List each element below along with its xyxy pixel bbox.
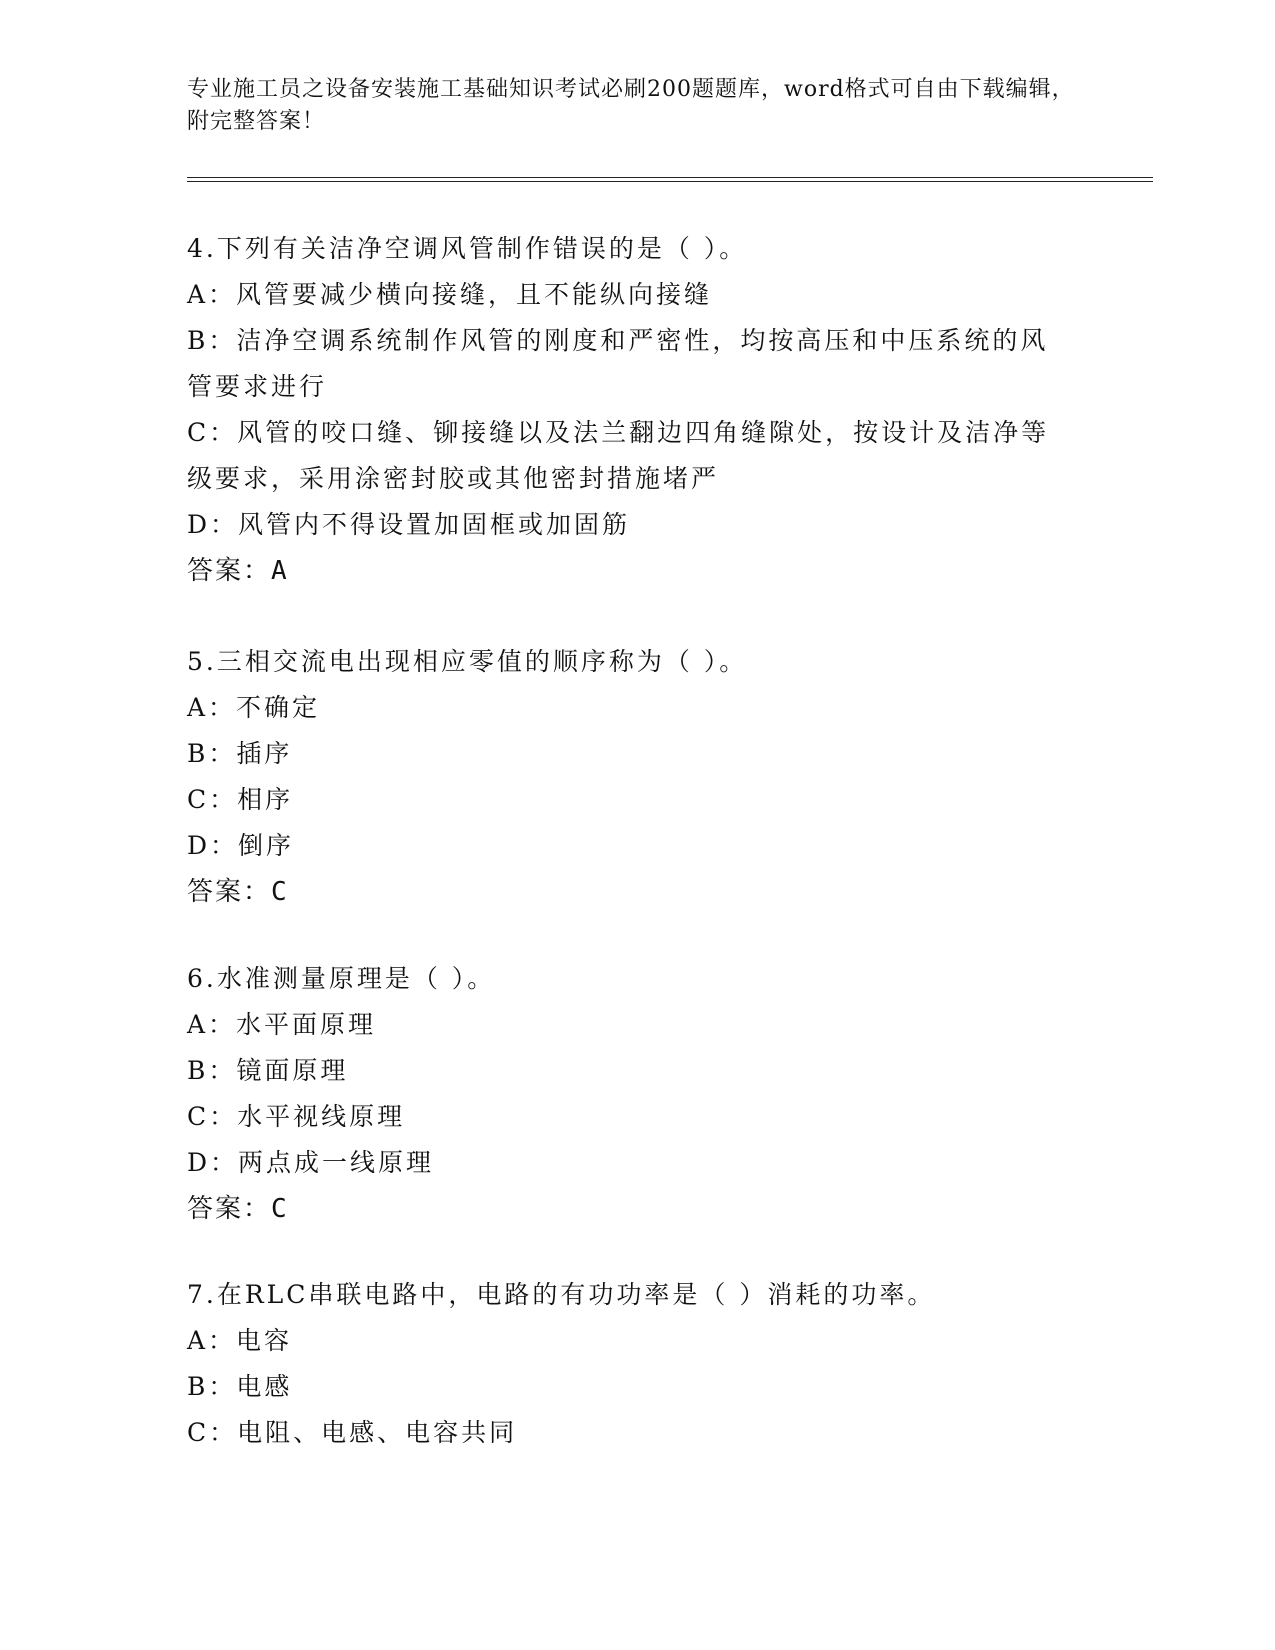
question-stem: 5.三相交流电出现相应零值的顺序称为（ ）。 xyxy=(187,647,748,676)
question-5 xyxy=(187,639,1087,915)
answer-line xyxy=(187,1186,1087,1232)
document-header: 专业施工员之设备安装施工基础知识考试必刷200题题库，word格式可自由下载编辑，附完整答案！ xyxy=(187,77,1075,134)
answer-value: C xyxy=(271,1194,287,1224)
answer-value: C xyxy=(271,877,287,907)
option-a: A：电容 xyxy=(187,1326,293,1355)
option-c: C：相序 xyxy=(187,785,294,814)
option-b: B：电感 xyxy=(187,1372,293,1401)
option-c: C：风管的咬口缝、铆接缝以及法兰翻边四角缝隙处，按设计及洁净等级要求，采用涂密封胶或其他密封措施堵严 xyxy=(187,418,1050,493)
question-stem: 6.水准测量原理是（ ）。 xyxy=(187,964,496,993)
question-6 xyxy=(187,956,1087,1232)
option-d: D：倒序 xyxy=(187,831,295,860)
option-d: D：两点成一线原理 xyxy=(187,1148,435,1177)
option-a: A：水平面原理 xyxy=(187,1010,377,1039)
option-d: D：风管内不得设置加固框或加固筋 xyxy=(187,510,631,539)
option-c: C：电阻、电感、电容共同 xyxy=(187,1418,518,1447)
question-7 xyxy=(187,1272,1087,1456)
answer-label: 答案： xyxy=(187,1194,272,1224)
answer-value: A xyxy=(271,556,287,586)
answer-line xyxy=(187,548,1087,594)
option-c: C：水平视线原理 xyxy=(187,1102,406,1131)
option-a: A：风管要减少横向接缝，且不能纵向接缝 xyxy=(187,280,713,309)
option-b: B：镜面原理 xyxy=(187,1056,349,1085)
option-a: A：不确定 xyxy=(187,693,321,722)
answer-label: 答案： xyxy=(187,877,272,907)
question-stem: 4.下列有关洁净空调风管制作错误的是（ ）。 xyxy=(187,234,748,263)
question-stem: 7.在RLC串联电路中，电路的有功功率是（ ）消耗的功率。 xyxy=(187,1280,936,1309)
answer-label: 答案： xyxy=(187,556,272,586)
question-4 xyxy=(187,226,1087,594)
answer-line xyxy=(187,869,1087,915)
option-b: B：洁净空调系统制作风管的刚度和严密性，均按高压和中压系统的风管要求进行 xyxy=(187,326,1049,401)
option-b: B：插序 xyxy=(187,739,293,768)
header-double-rule xyxy=(187,177,1153,182)
